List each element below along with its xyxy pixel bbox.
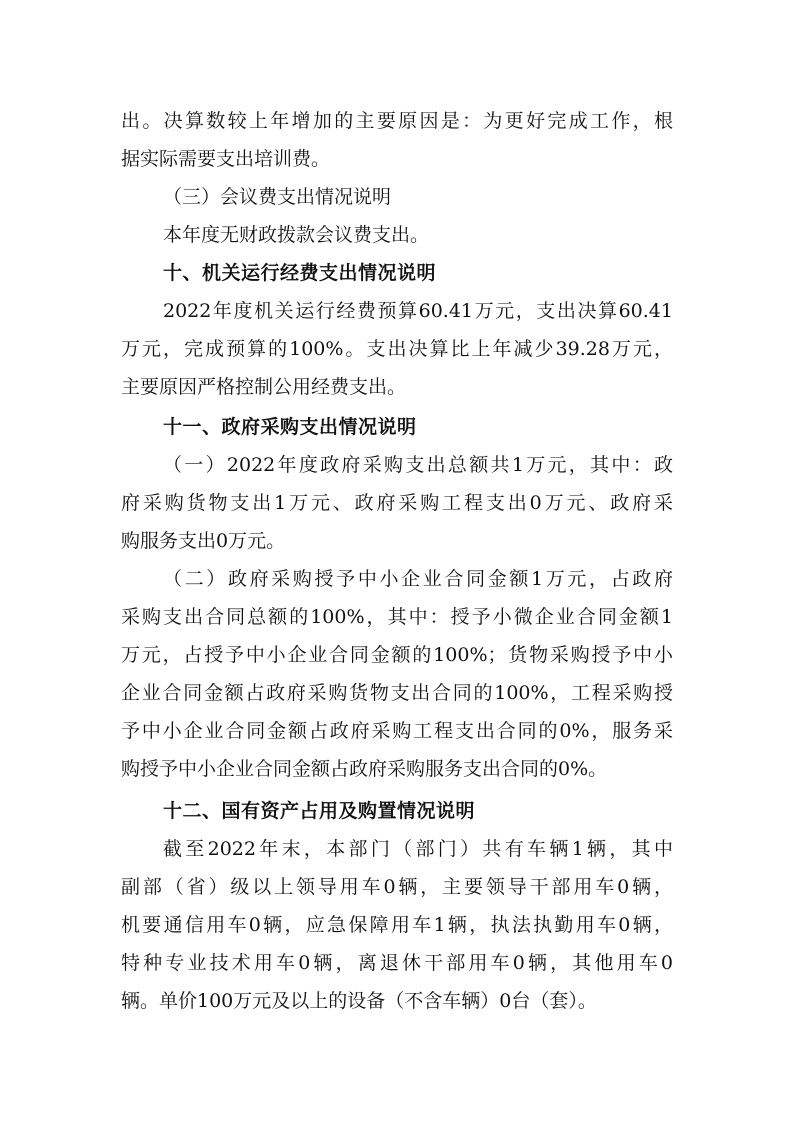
paragraph-line: 采购支出合同总额的100%，其中：授予小微企业合同金额1 [121,606,673,628]
paragraph-line: 2022年度机关运行经费预算60.41万元，支出决算60.41 [163,300,673,322]
paragraph-line: 主要原因严格控制公用经费支出。 [121,376,407,398]
paragraph-line: 副部（省）级以上领导用车0辆，主要领导干部用车0辆， [121,876,673,898]
paragraph-line: 予中小企业合同金额占政府采购工程支出合同的0%，服务采 [121,720,673,742]
paragraph-line: 购服务支出0万元。 [121,530,286,552]
paragraph-line: 企业合同金额占政府采购货物支出合同的100%，工程采购授 [121,682,673,704]
paragraph-line: 府采购货物支出1万元、政府采购工程支出0万元、政府采 [121,492,673,514]
paragraph-line: 截至2022年末，本部门（部门）共有车辆1辆，其中 [163,838,673,860]
paragraph-line: 出。决算数较上年增加的主要原因是：为更好完成工作，根 [121,110,673,132]
section-heading-11: 十一、政府采购支出情况说明 [163,416,417,438]
paragraph-line: 万元，完成预算的100%。支出决算比上年减少39.28万元， [121,338,673,360]
paragraph-line: 据实际需要支出培训费。 [121,148,331,170]
paragraph-line: 本年度无财政拨款会议费支出。 [163,224,430,246]
document-body [121,102,673,1020]
paragraph-line: 辆。单价100万元及以上的设备（不含车辆）0台（套）。 [121,990,597,1012]
paragraph-line: 万元，占授予中小企业合同金额的100%；货物采购授予中小 [121,644,673,666]
section-heading-10: 十、机关运行经费支出情况说明 [163,262,437,284]
paragraph-line: 购授予中小企业合同金额占政府采购服务支出合同的0%。 [121,758,608,780]
section-heading-12: 十二、国有资产占用及购置情况说明 [163,800,476,822]
paragraph-line: 特种专业技术用车0辆，离退休干部用车0辆，其他用车0 [121,952,673,974]
subsection-title-meeting-fees: （三）会议费支出情况说明 [163,186,392,208]
paragraph-line: （一）2022年度政府采购支出总额共1万元，其中：政 [163,454,673,476]
paragraph-line: （二）政府采购授予中小企业合同金额1万元，占政府 [163,568,673,590]
paragraph-line: 机要通信用车0辆，应急保障用车1辆，执法执勤用车0辆， [121,914,673,936]
